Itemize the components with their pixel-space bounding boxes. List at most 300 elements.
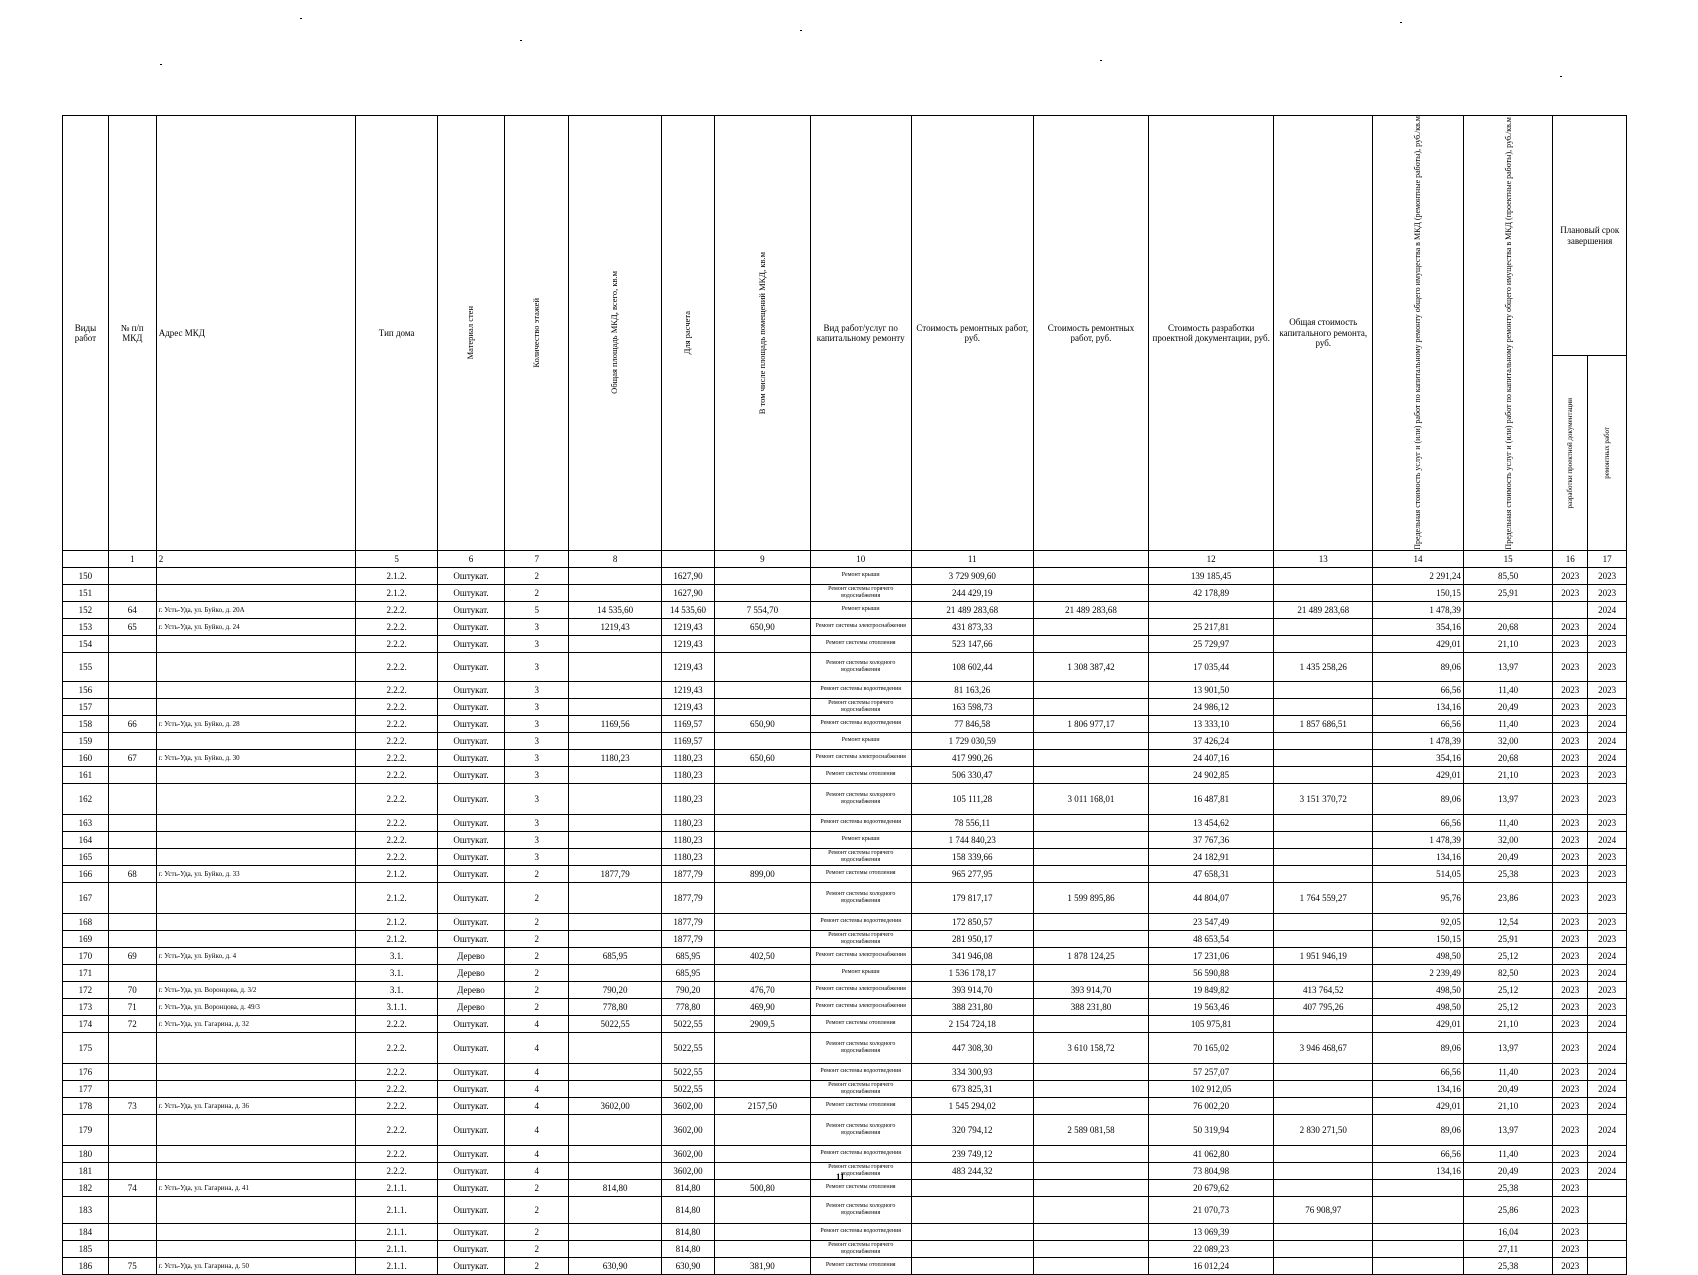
cell-proj: 24 407,16 — [1149, 749, 1274, 766]
cell-cost: 81 163,26 — [911, 681, 1033, 698]
scan-speck — [1400, 22, 1402, 23]
cell-addr — [156, 913, 356, 930]
cell-mat: Оштукат. — [437, 783, 504, 814]
cell-prem — [715, 831, 811, 848]
cell-n: 159 — [63, 732, 109, 749]
table-row — [63, 947, 1627, 964]
cell-mkd — [108, 1145, 156, 1162]
table-row — [63, 1196, 1627, 1223]
cell-prem — [715, 1080, 811, 1097]
scan-speck — [300, 18, 302, 19]
cell-limp: 20,49 — [1463, 698, 1553, 715]
cell-mkd: 75 — [108, 1257, 156, 1274]
col-number: 15 — [1463, 550, 1553, 567]
cell-mkd — [108, 964, 156, 981]
cell-dp: 2023 — [1553, 1080, 1588, 1097]
cell-cost: 158 339,66 — [911, 848, 1033, 865]
cell-calc: 1219,43 — [662, 618, 715, 635]
cell-total: 2 830 271,50 — [1274, 1114, 1373, 1145]
cell-n: 153 — [63, 618, 109, 635]
cell-dp: 2023 — [1553, 1145, 1588, 1162]
cell-limp: 13,97 — [1463, 1032, 1553, 1063]
cell-total — [1274, 930, 1373, 947]
cell-mat: Оштукат. — [437, 1032, 504, 1063]
cell-limp: 21,10 — [1463, 1015, 1553, 1032]
cell-work: Ремонт системы отопления — [810, 1257, 911, 1274]
cell-n: 179 — [63, 1114, 109, 1145]
cell-mat: Оштукат. — [437, 618, 504, 635]
cell-fl: 4 — [505, 1145, 569, 1162]
cell-cost2: 388 231,80 — [1033, 998, 1148, 1015]
cell-dp: 2023 — [1553, 698, 1588, 715]
cell-cost: 2 154 724,18 — [911, 1015, 1033, 1032]
cell-dp: 2023 — [1553, 783, 1588, 814]
cell-proj: 13 069,39 — [1149, 1223, 1274, 1240]
cell-fl: 4 — [505, 1015, 569, 1032]
cell-proj: 23 547,49 — [1149, 913, 1274, 930]
cell-addr — [156, 1145, 356, 1162]
cell-fl: 2 — [505, 947, 569, 964]
cell-dr: 2023 — [1588, 814, 1627, 831]
cell-proj: 25 729,97 — [1149, 635, 1274, 652]
table-row — [63, 882, 1627, 913]
cell-area — [569, 732, 662, 749]
cell-type: 2.1.2. — [356, 865, 438, 882]
cell-cost2 — [1033, 831, 1148, 848]
cell-addr — [156, 783, 356, 814]
cell-area — [569, 783, 662, 814]
cell-proj: 37 426,24 — [1149, 732, 1274, 749]
cell-prem — [715, 635, 811, 652]
header-work-types: Виды работ — [63, 116, 109, 551]
cell-dr: 2023 — [1588, 930, 1627, 947]
cell-total: 413 764,52 — [1274, 981, 1373, 998]
cell-cost2 — [1033, 584, 1148, 601]
scan-speck — [1560, 76, 1562, 77]
table-row — [63, 913, 1627, 930]
header-deadline-repair — [1588, 356, 1627, 550]
cell-area — [569, 1240, 662, 1257]
cell-work: Ремонт системы водоотведения — [810, 681, 911, 698]
cell-mkd — [108, 1080, 156, 1097]
cell-addr — [156, 766, 356, 783]
cell-fl: 3 — [505, 635, 569, 652]
cell-area: 778,80 — [569, 998, 662, 1015]
cell-addr: г. Усть-Уда, ул. Буйко, д. 33 — [156, 865, 356, 882]
cell-mat: Оштукат. — [437, 1080, 504, 1097]
cell-work: Ремонт системы отопления — [810, 635, 911, 652]
page-number: 11 — [836, 1172, 845, 1182]
cell-type: 2.1.1. — [356, 1257, 438, 1274]
cell-lim — [1373, 1179, 1464, 1196]
cell-cost: 105 111,28 — [911, 783, 1033, 814]
cell-proj: 21 070,73 — [1149, 1196, 1274, 1223]
cell-dp: 2023 — [1553, 1097, 1588, 1114]
cell-dr: 2024 — [1588, 618, 1627, 635]
cell-cost: 388 231,80 — [911, 998, 1033, 1015]
cell-proj: 47 658,31 — [1149, 865, 1274, 882]
cell-dr: 2023 — [1588, 848, 1627, 865]
table-row — [63, 698, 1627, 715]
scan-speck — [800, 30, 802, 31]
cell-cost: 1 729 030,59 — [911, 732, 1033, 749]
cell-type: 2.2.2. — [356, 766, 438, 783]
cell-cost: 523 147,66 — [911, 635, 1033, 652]
cell-cost2 — [1033, 732, 1148, 749]
cell-area: 3602,00 — [569, 1097, 662, 1114]
cell-proj: 139 185,45 — [1149, 567, 1274, 584]
col-number: 6 — [437, 550, 504, 567]
cell-cost2: 2 589 081,58 — [1033, 1114, 1148, 1145]
cell-area: 1169,56 — [569, 715, 662, 732]
cell-addr: г. Усть-Уда, ул. Гагарина, д. 36 — [156, 1097, 356, 1114]
header-wall-material-text: Материал стен — [465, 306, 476, 360]
cell-fl: 3 — [505, 814, 569, 831]
cell-dp: 2023 — [1553, 882, 1588, 913]
cell-calc: 1877,79 — [662, 930, 715, 947]
cell-calc: 1877,79 — [662, 913, 715, 930]
cell-prem — [715, 1063, 811, 1080]
cell-dp: 2023 — [1553, 981, 1588, 998]
cell-mat: Оштукат. — [437, 848, 504, 865]
cell-type: 2.1.2. — [356, 567, 438, 584]
cell-cost: 673 825,31 — [911, 1080, 1033, 1097]
cell-lim: 89,06 — [1373, 652, 1464, 681]
cell-calc: 1219,43 — [662, 681, 715, 698]
cell-total — [1274, 1097, 1373, 1114]
cell-lim: 89,06 — [1373, 1114, 1464, 1145]
cell-calc: 814,80 — [662, 1196, 715, 1223]
cell-mkd: 64 — [108, 601, 156, 618]
cell-work: Ремонт системы водоотведения — [810, 1223, 911, 1240]
cell-mkd: 67 — [108, 749, 156, 766]
cell-total: 1 435 258,26 — [1274, 652, 1373, 681]
table-row — [63, 1032, 1627, 1063]
header-mkd-number: № п/п МКД — [108, 116, 156, 551]
cell-prem — [715, 766, 811, 783]
cell-area — [569, 1063, 662, 1080]
cell-mat: Оштукат. — [437, 1240, 504, 1257]
cell-prem — [715, 732, 811, 749]
cell-cost2 — [1033, 618, 1148, 635]
header-premises-area — [715, 116, 811, 551]
cell-dr — [1588, 1223, 1627, 1240]
cell-mat: Оштукат. — [437, 1114, 504, 1145]
cell-prem — [715, 1032, 811, 1063]
cell-prem — [715, 584, 811, 601]
cell-limp: 25,91 — [1463, 584, 1553, 601]
cell-proj: 20 679,62 — [1149, 1179, 1274, 1196]
cell-total — [1274, 1162, 1373, 1179]
cell-dp: 2023 — [1553, 998, 1588, 1015]
cell-limp: 20,49 — [1463, 848, 1553, 865]
cell-calc: 5022,55 — [662, 1015, 715, 1032]
cell-addr: г. Усть-Уда, ул. Буйко, д. 24 — [156, 618, 356, 635]
cell-proj: 17 231,06 — [1149, 947, 1274, 964]
cell-n: 174 — [63, 1015, 109, 1032]
cell-proj: 24 986,12 — [1149, 698, 1274, 715]
cell-dr: 2023 — [1588, 882, 1627, 913]
cell-cost: 417 990,26 — [911, 749, 1033, 766]
cell-work: Ремонт системы холодного водоснабжения — [810, 652, 911, 681]
cell-cost: 244 429,19 — [911, 584, 1033, 601]
cell-addr — [156, 831, 356, 848]
cell-dp: 2023 — [1553, 1032, 1588, 1063]
cell-proj: 19 849,82 — [1149, 981, 1274, 998]
cell-lim: 498,50 — [1373, 998, 1464, 1015]
cell-proj: 17 035,44 — [1149, 652, 1274, 681]
col-number: 5 — [356, 550, 438, 567]
cell-prem — [715, 652, 811, 681]
cell-dr: 2024 — [1588, 1114, 1627, 1145]
cell-n: 152 — [63, 601, 109, 618]
cell-dr: 2023 — [1588, 652, 1627, 681]
table-row — [63, 618, 1627, 635]
cell-dr — [1588, 1257, 1627, 1274]
cell-fl: 2 — [505, 964, 569, 981]
table-row — [63, 848, 1627, 865]
cell-work: Ремонт системы отопления — [810, 1097, 911, 1114]
cell-mat: Оштукат. — [437, 652, 504, 681]
cell-mat: Оштукат. — [437, 715, 504, 732]
cell-dp: 2023 — [1553, 831, 1588, 848]
cell-mkd: 72 — [108, 1015, 156, 1032]
cell-mkd — [108, 848, 156, 865]
cell-proj: 41 062,80 — [1149, 1145, 1274, 1162]
cell-type: 2.2.2. — [356, 618, 438, 635]
cell-prem: 476,70 — [715, 981, 811, 998]
cell-calc: 1180,23 — [662, 783, 715, 814]
header-repair-cost: Стоимость ремонтных работ, руб. — [911, 116, 1033, 551]
cell-proj: 16 012,24 — [1149, 1257, 1274, 1274]
cell-dr: 2024 — [1588, 831, 1627, 848]
cell-cost: 179 817,17 — [911, 882, 1033, 913]
cell-fl: 5 — [505, 601, 569, 618]
cell-cost: 3 729 909,60 — [911, 567, 1033, 584]
cell-mat: Оштукат. — [437, 749, 504, 766]
cell-type: 2.2.2. — [356, 732, 438, 749]
cell-area — [569, 1080, 662, 1097]
cell-n: 168 — [63, 913, 109, 930]
cell-area — [569, 584, 662, 601]
cell-n: 171 — [63, 964, 109, 981]
cell-fl: 3 — [505, 783, 569, 814]
cell-area — [569, 1196, 662, 1223]
col-number: 13 — [1274, 550, 1373, 567]
cell-n: 176 — [63, 1063, 109, 1080]
cell-mkd — [108, 766, 156, 783]
cell-mkd — [108, 1114, 156, 1145]
table-row — [63, 681, 1627, 698]
cell-dp: 2023 — [1553, 1015, 1588, 1032]
cell-fl: 4 — [505, 1080, 569, 1097]
cell-addr — [156, 930, 356, 947]
cell-cost2: 1 878 124,25 — [1033, 947, 1148, 964]
cell-calc: 790,20 — [662, 981, 715, 998]
cell-prem: 469,90 — [715, 998, 811, 1015]
cell-mat: Оштукат. — [437, 766, 504, 783]
cell-prem — [715, 1196, 811, 1223]
col-number — [662, 550, 715, 567]
cell-cost2 — [1033, 1080, 1148, 1097]
cell-lim: 66,56 — [1373, 1145, 1464, 1162]
cell-work: Ремонт системы горячего водоснабжения — [810, 584, 911, 601]
table-row — [63, 749, 1627, 766]
cell-prem: 7 554,70 — [715, 601, 811, 618]
cell-n: 186 — [63, 1257, 109, 1274]
cell-proj: 57 257,07 — [1149, 1063, 1274, 1080]
cell-type: 2.2.2. — [356, 601, 438, 618]
cell-proj: 44 804,07 — [1149, 882, 1274, 913]
cell-fl: 3 — [505, 766, 569, 783]
cell-lim: 498,50 — [1373, 981, 1464, 998]
cell-lim: 498,50 — [1373, 947, 1464, 964]
cell-work: Ремонт системы электроснабжения — [810, 618, 911, 635]
cell-dp: 2023 — [1553, 865, 1588, 882]
cell-dr: 2024 — [1588, 749, 1627, 766]
cell-n: 173 — [63, 998, 109, 1015]
cell-dp: 2023 — [1553, 766, 1588, 783]
cell-dr — [1588, 1196, 1627, 1223]
cell-type: 3.1.1. — [356, 998, 438, 1015]
cell-dr: 2023 — [1588, 766, 1627, 783]
cell-dr: 2023 — [1588, 584, 1627, 601]
cell-total — [1274, 1223, 1373, 1240]
cell-work: Ремонт системы отопления — [810, 766, 911, 783]
cell-n: 185 — [63, 1240, 109, 1257]
cell-limp: 21,10 — [1463, 635, 1553, 652]
cell-lim: 1 478,39 — [1373, 601, 1464, 618]
table-row — [63, 981, 1627, 998]
cell-total — [1274, 913, 1373, 930]
cell-n: 166 — [63, 865, 109, 882]
cell-area — [569, 882, 662, 913]
cell-mkd: 69 — [108, 947, 156, 964]
cell-calc: 1627,90 — [662, 584, 715, 601]
cell-addr — [156, 1162, 356, 1179]
header-limit-design-text: Предельная стоимость услуг и (или) работ по капитальному ремонту общего имущества в МКД (проектные работы), руб./кв.м — [1503, 116, 1513, 550]
cell-limp: 11,40 — [1463, 1063, 1553, 1080]
cell-fl: 4 — [505, 1032, 569, 1063]
cell-lim — [1373, 1196, 1464, 1223]
header-limit-design — [1463, 116, 1553, 551]
cell-proj: 73 804,98 — [1149, 1162, 1274, 1179]
cell-lim: 89,06 — [1373, 1032, 1464, 1063]
cell-dr — [1588, 1179, 1627, 1196]
cell-dp: 2023 — [1553, 1114, 1588, 1145]
cell-proj: 76 002,20 — [1149, 1097, 1274, 1114]
cell-mat: Дерево — [437, 947, 504, 964]
cell-type: 2.2.2. — [356, 1063, 438, 1080]
cell-limp: 16,04 — [1463, 1223, 1553, 1240]
cell-proj: 13 454,62 — [1149, 814, 1274, 831]
cell-type: 2.1.2. — [356, 930, 438, 947]
cell-proj: 16 487,81 — [1149, 783, 1274, 814]
cell-prem — [715, 681, 811, 698]
cell-lim: 514,05 — [1373, 865, 1464, 882]
cell-calc: 5022,55 — [662, 1080, 715, 1097]
cell-area — [569, 1162, 662, 1179]
cell-prem — [715, 930, 811, 947]
cell-mkd: 68 — [108, 865, 156, 882]
cell-mkd — [108, 732, 156, 749]
cell-dr: 2024 — [1588, 1097, 1627, 1114]
cell-calc: 1180,23 — [662, 814, 715, 831]
cell-dp: 2023 — [1553, 715, 1588, 732]
cell-calc: 1180,23 — [662, 848, 715, 865]
cell-work: Ремонт крыши — [810, 964, 911, 981]
cell-n: 160 — [63, 749, 109, 766]
cell-limp: 32,00 — [1463, 732, 1553, 749]
cell-dr: 2023 — [1588, 783, 1627, 814]
cell-n: 165 — [63, 848, 109, 865]
cell-addr: г. Усть-Уда, ул. Буйко, д. 28 — [156, 715, 356, 732]
cell-dr: 2023 — [1588, 865, 1627, 882]
cell-area: 814,80 — [569, 1179, 662, 1196]
cell-addr — [156, 567, 356, 584]
table-row — [63, 652, 1627, 681]
cell-fl: 2 — [505, 584, 569, 601]
cell-work: Ремонт крыши — [810, 567, 911, 584]
cell-lim: 134,16 — [1373, 1162, 1464, 1179]
cell-cost2 — [1033, 766, 1148, 783]
cell-mat: Оштукат. — [437, 1015, 504, 1032]
cell-n: 150 — [63, 567, 109, 584]
cell-work: Ремонт системы отопления — [810, 1015, 911, 1032]
header-for-calc-text: Для расчета — [682, 311, 693, 355]
cell-fl: 2 — [505, 998, 569, 1015]
table-row — [63, 865, 1627, 882]
cell-limp: 13,97 — [1463, 652, 1553, 681]
cell-limp: 13,97 — [1463, 783, 1553, 814]
cell-cost: 965 277,95 — [911, 865, 1033, 882]
cell-lim: 134,16 — [1373, 848, 1464, 865]
cell-calc: 1219,43 — [662, 652, 715, 681]
cell-cost: 431 873,33 — [911, 618, 1033, 635]
cell-proj: 50 319,94 — [1149, 1114, 1274, 1145]
cell-prem: 899,00 — [715, 865, 811, 882]
cell-total: 76 908,97 — [1274, 1196, 1373, 1223]
cell-addr — [156, 584, 356, 601]
cell-work: Ремонт системы горячего водоснабжения — [810, 848, 911, 865]
cell-cost2 — [1033, 698, 1148, 715]
cell-dp: 2023 — [1553, 567, 1588, 584]
header-wall-material — [437, 116, 504, 551]
col-number — [1033, 550, 1148, 567]
cell-area: 630,90 — [569, 1257, 662, 1274]
cell-type: 2.2.2. — [356, 698, 438, 715]
cell-fl: 2 — [505, 1223, 569, 1240]
cell-area — [569, 964, 662, 981]
cell-lim: 66,56 — [1373, 681, 1464, 698]
cell-area — [569, 652, 662, 681]
cell-calc: 3602,00 — [662, 1162, 715, 1179]
cell-area — [569, 831, 662, 848]
cell-type: 2.2.2. — [356, 831, 438, 848]
cell-n: 155 — [63, 652, 109, 681]
cell-cost: 506 330,47 — [911, 766, 1033, 783]
cell-limp: 25,12 — [1463, 998, 1553, 1015]
cell-fl: 4 — [505, 1063, 569, 1080]
header-floors — [505, 116, 569, 551]
cell-dr: 2024 — [1588, 1015, 1627, 1032]
cell-calc: 1219,43 — [662, 635, 715, 652]
cell-n: 184 — [63, 1223, 109, 1240]
cell-limp: 25,12 — [1463, 947, 1553, 964]
cell-n: 182 — [63, 1179, 109, 1196]
cell-total — [1274, 1257, 1373, 1274]
cell-cost — [911, 1196, 1033, 1223]
